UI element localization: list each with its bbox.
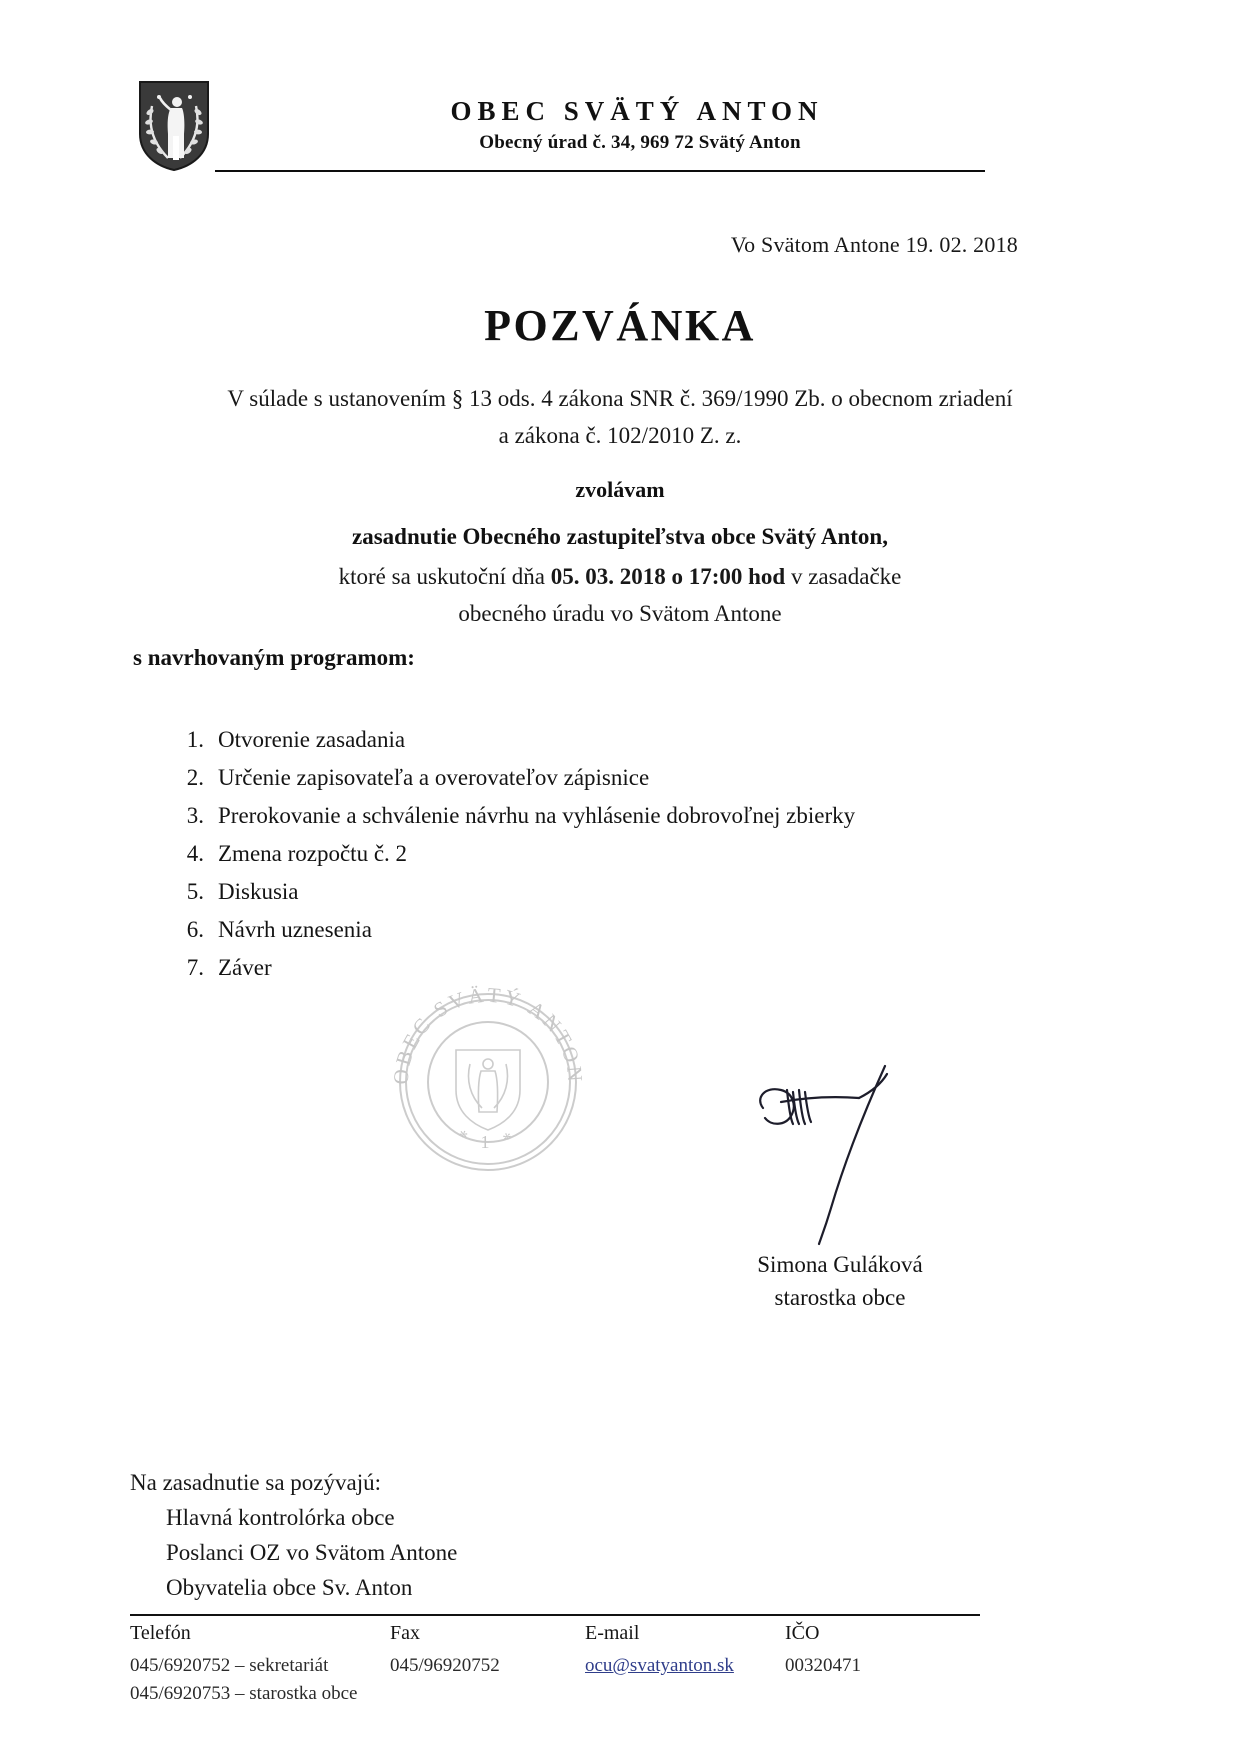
phone-mayor: 045/6920753 – starostka obce: [130, 1682, 358, 1704]
invitees-heading: Na zasadnutie sa pozývajú:: [130, 1470, 381, 1495]
invitee-item: Obyvatelia obce Sv. Anton: [166, 1574, 413, 1600]
signatory-name: Simona Guláková: [757, 1252, 923, 1277]
agenda-text: Návrh uznesenia: [218, 917, 372, 942]
agenda-number: 7.: [186, 955, 204, 980]
footer-value-row: [130, 1652, 990, 1707]
meeting-suffix: v zasadačke: [785, 564, 902, 589]
invitee-item: Hlavná kontrolórka obce: [166, 1504, 395, 1530]
list-item: [160, 842, 1060, 865]
footer-heading-email: E-mail: [585, 1622, 640, 1644]
legal-line-1: V súlade s ustanovením § 13 ods. 4 zákona SNR č. 369/1990 Zb. o obecnom zriadení: [227, 386, 1013, 411]
meeting-place: obecného úradu vo Svätom Antone: [458, 601, 782, 627]
footer-contact-table: [130, 1622, 990, 1707]
footer-phone-values: [130, 1652, 390, 1707]
page-title: POZVÁNKA: [484, 301, 756, 350]
signature-block: [660, 1248, 1020, 1315]
invitees-section: [130, 1466, 457, 1606]
letterhead: [0, 72, 1240, 182]
phone-secretariat: 045/6920752 – sekretariát: [130, 1655, 329, 1676]
program-label: s navrhovaným programom:: [133, 645, 415, 670]
agenda-number: 3.: [186, 803, 204, 828]
organization-name: OBEC SVÄTÝ ANTON: [450, 96, 824, 126]
list-item: [160, 804, 1060, 827]
convocation-statement: [0, 473, 1240, 555]
list-item: [160, 728, 1060, 751]
footer-heading-row: [130, 1622, 990, 1652]
organization-address: Obecný úrad č. 34, 969 72 Svätý Anton: [479, 132, 801, 154]
organization-block: [240, 96, 1040, 154]
handwritten-signature-icon: [735, 1058, 935, 1248]
agenda-text: Diskusia: [218, 879, 299, 904]
legal-reference: [0, 380, 1240, 455]
coat-of-arms-icon: [138, 80, 210, 172]
invitee-item: Poslanci OZ vo Svätom Antone: [166, 1539, 458, 1565]
meeting-prefix: ktoré sa uskutoční dňa: [338, 564, 551, 589]
meeting-details: [0, 558, 1240, 633]
agenda-number: 5.: [186, 879, 204, 904]
agenda-text: Zmena rozpočtu č. 2: [218, 841, 408, 866]
agenda-text: Prerokovanie a schválenie návrhu na vyhlásenie dobrovoľnej zbierky: [218, 803, 856, 828]
agenda-number: 2.: [186, 765, 204, 790]
footer-heading-ico: IČO: [785, 1622, 820, 1644]
signatory-role: starostka obce: [774, 1285, 906, 1311]
agenda-text: Určenie zapisovateľa a overovateľov zápisnice: [218, 765, 650, 790]
official-stamp-icon: [378, 972, 598, 1192]
footer-fax-value: 045/96920752: [390, 1655, 500, 1676]
agenda-text: Záver: [218, 955, 272, 980]
footer-heading-phone: Telefón: [130, 1622, 191, 1644]
list-item: [160, 918, 1060, 941]
agenda-number: 6.: [186, 917, 204, 942]
list-item: [160, 766, 1060, 789]
agenda-list: [160, 728, 1060, 994]
footer-email-value: [585, 1652, 785, 1707]
footer-ico-value: 00320471: [785, 1655, 861, 1676]
footer-divider: [130, 1614, 980, 1616]
list-item: [160, 880, 1060, 903]
list-item: [160, 956, 1060, 979]
legal-line-2: a zákona č. 102/2010 Z. z.: [498, 423, 742, 449]
svg-text:* 1 *: * 1 *: [454, 1125, 522, 1152]
agenda-number: 1.: [186, 727, 204, 752]
agenda-number: 4.: [186, 841, 204, 866]
place-and-date: Vo Svätom Antone 19. 02. 2018: [730, 232, 1018, 257]
council-name: zasadnutie Obecného zastupiteľstva obce Svätý Anton,: [352, 524, 888, 550]
footer-heading-fax: Fax: [390, 1622, 420, 1644]
header-divider: [215, 170, 985, 172]
agenda-text: Otvorenie zasadania: [218, 727, 406, 752]
convoke-verb: zvolávam: [575, 477, 665, 502]
meeting-datetime: 05. 03. 2018 o 17:00 hod: [550, 564, 786, 589]
email-link[interactable]: ocu@svatyanton.sk: [585, 1655, 734, 1676]
svg-text:OBEC SVÄTÝ ANTON: OBEC SVÄTÝ ANTON: [388, 982, 588, 1086]
